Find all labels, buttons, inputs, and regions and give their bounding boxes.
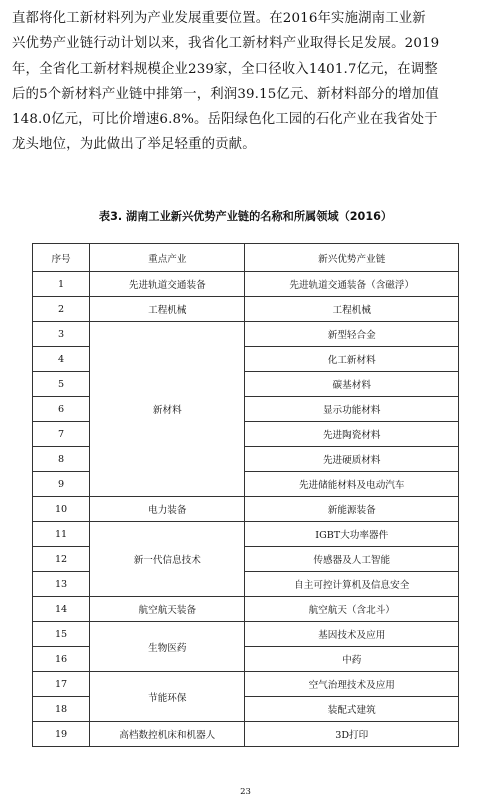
cell-chain: 新能源装备	[245, 497, 459, 522]
cell-serial: 14	[33, 597, 90, 622]
cell-chain: 碳基材料	[245, 372, 459, 397]
cell-chain: 基因技术及应用	[245, 622, 459, 647]
paragraph-line: 直都将化工新材料列为产业发展重要位置。在2016年实施湖南工业新	[12, 11, 426, 26]
cell-serial: 17	[33, 672, 90, 697]
cell-serial: 18	[33, 697, 90, 722]
cell-industry: 高档数控机床和机器人	[90, 722, 245, 747]
paragraph-line: 年，全省化工新材料规模企业239家，全口径收入1401.7亿元，在调整	[12, 61, 438, 77]
cell-chain: 装配式建筑	[245, 697, 459, 722]
cell-chain: 工程机械	[245, 297, 459, 322]
cell-chain: 先进轨道交通装备（含磁浮）	[245, 272, 459, 297]
table-row	[33, 522, 459, 547]
cell-serial: 7	[33, 422, 90, 447]
cell-industry: 电力装备	[90, 497, 245, 522]
cell-chain: 新型轻合金	[245, 322, 459, 347]
paragraph-line: 兴优势产业链行动计划以来，我省化工新材料产业取得长足发展。2019	[12, 36, 440, 52]
cell-serial: 19	[33, 722, 90, 747]
cell-industry: 航空航天装备	[90, 597, 245, 622]
table-caption: 表3. 湖南工业新兴优势产业链的名称和所属领域（2016）	[98, 210, 393, 223]
table-row	[33, 597, 459, 622]
cell-serial: 2	[33, 297, 90, 322]
cell-serial: 13	[33, 572, 90, 597]
cell-serial: 10	[33, 497, 90, 522]
cell-industry: 新材料	[90, 322, 245, 497]
cell-chain: 空气治理技术及应用	[245, 672, 459, 697]
cell-chain: 3D打印	[245, 722, 459, 747]
header-key-industry: 重点产业	[90, 244, 245, 272]
page-number: 23	[240, 787, 251, 797]
cell-industry: 工程机械	[90, 297, 245, 322]
table-row	[33, 672, 459, 697]
cell-chain: 自主可控计算机及信息安全	[245, 572, 459, 597]
cell-serial: 5	[33, 372, 90, 397]
industry-chain-table	[32, 243, 459, 747]
cell-serial: 9	[33, 472, 90, 497]
cell-industry: 先进轨道交通装备	[90, 272, 245, 297]
table-row	[33, 722, 459, 747]
cell-serial: 16	[33, 647, 90, 672]
paragraph-line: 后的5个新材料产业链中排第一，利润39.15亿元、新材料部分的增加值	[12, 86, 439, 102]
cell-chain: 航空航天（含北斗）	[245, 597, 459, 622]
cell-serial: 12	[33, 547, 90, 572]
cell-chain: 中药	[245, 647, 459, 672]
cell-serial: 4	[33, 347, 90, 372]
cell-chain-highlight: 化工新材料	[245, 347, 459, 372]
cell-chain: IGBT大功率器件	[245, 522, 459, 547]
cell-chain: 先进储能材料及电动汽车	[245, 472, 459, 497]
paragraph-line: 龙头地位，为此做出了举足轻重的贡献。	[12, 137, 256, 153]
cell-chain: 传感器及人工智能	[245, 547, 459, 572]
cell-serial: 6	[33, 397, 90, 422]
cell-chain: 先进陶瓷材料	[245, 422, 459, 447]
body-paragraph	[12, 6, 480, 158]
header-chain: 新兴优势产业链	[245, 244, 459, 272]
cell-industry: 生物医药	[90, 622, 245, 672]
table-row	[33, 497, 459, 522]
table-header-row	[33, 244, 459, 272]
table-row	[33, 272, 459, 297]
cell-chain: 显示功能材料	[245, 397, 459, 422]
cell-industry: 节能环保	[90, 672, 245, 722]
paragraph-line: 148.0亿元，可比价增速6.8%。岳阳绿色化工园的石化产业在我省处于	[12, 112, 438, 128]
table-row	[33, 622, 459, 647]
cell-serial: 11	[33, 522, 90, 547]
cell-chain: 先进硬质材料	[245, 447, 459, 472]
header-serial: 序号	[33, 244, 90, 272]
cell-industry: 新一代信息技术	[90, 522, 245, 597]
cell-serial: 15	[33, 622, 90, 647]
cell-serial: 8	[33, 447, 90, 472]
cell-serial: 1	[33, 272, 90, 297]
table-row	[33, 297, 459, 322]
table-row	[33, 322, 459, 347]
cell-serial: 3	[33, 322, 90, 347]
